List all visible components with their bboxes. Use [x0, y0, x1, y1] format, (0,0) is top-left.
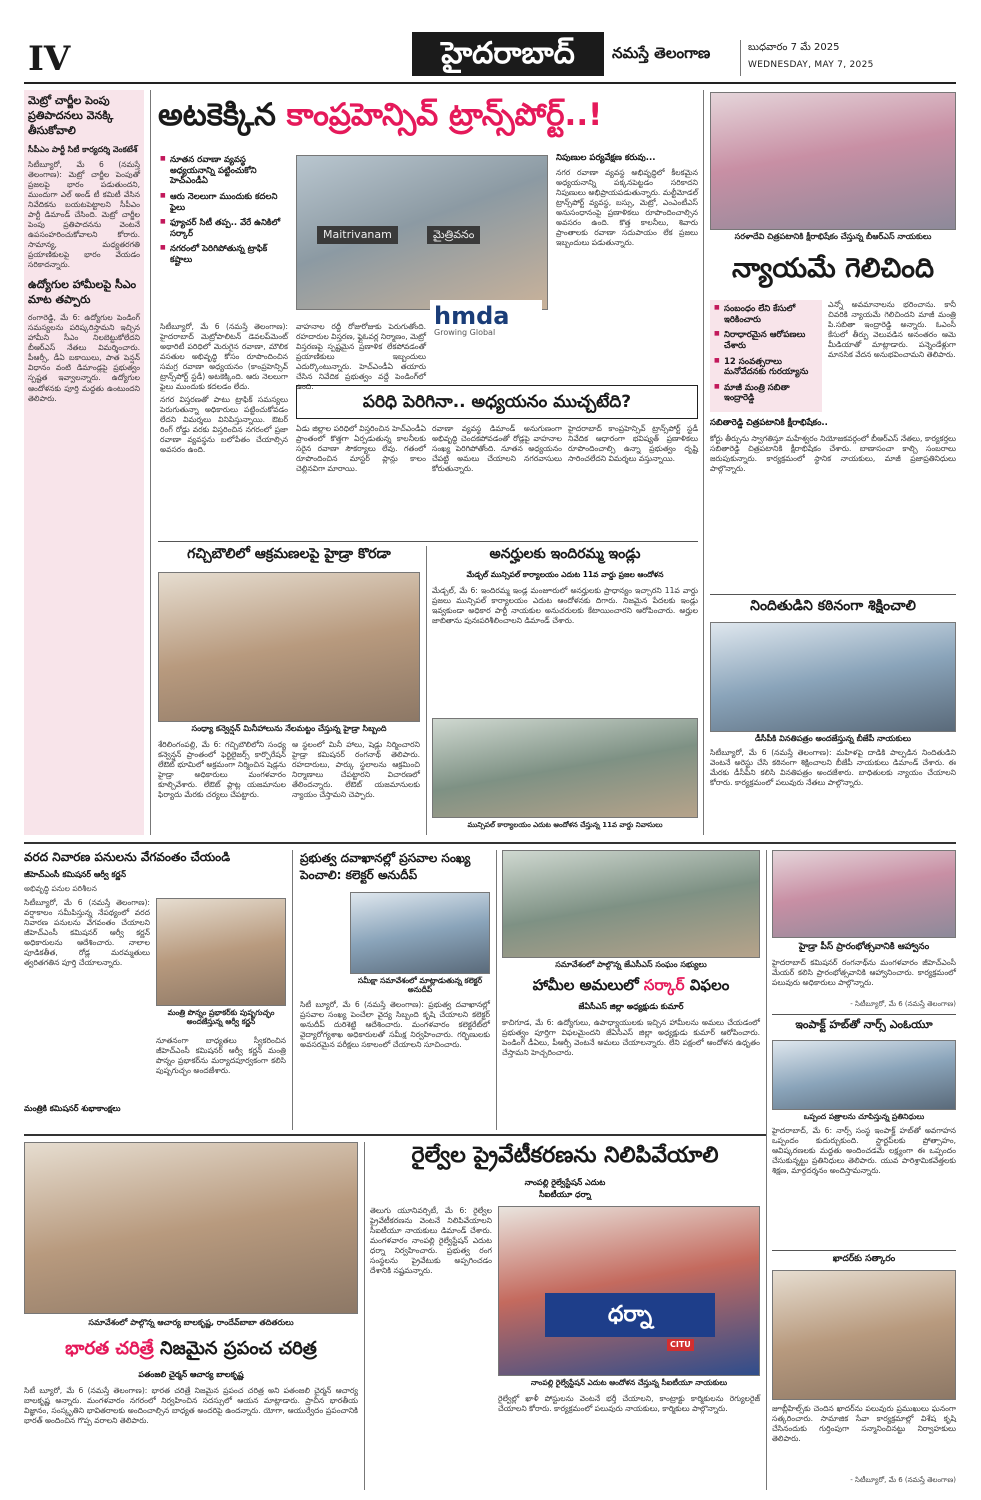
citu-tag: CITU — [667, 1339, 694, 1351]
sub-story-col2: రవాణా వ్యవస్థ డిమాండ్ అనుగుణంగా అభివృద్ధి చెందకపోవడంతో రోడ్లపై వాహనాల సంఖ్య పెరిగిపోతోంది. నూతన అధ్యయనం చేపట్టి అమలు చేయాలని నగరవాసులు కోరుతున్నారు. — [432, 424, 562, 474]
bharata-subheadline: పతంజలి చైర్మన్ ఆచార్య బాలకృష్ణ — [138, 1370, 244, 1379]
indiramma-subheadline: మేడ్చల్ మున్సిపల్ కార్యాలయం ఎదుట 11వ వార్డు ప్రజల ఆందోళన — [466, 570, 664, 579]
khadar-body: జూబ్లీహిల్స్‌కు చెందిన ఖాదర్‌ను పలువురు ప్రముఖులు ఘనంగా సత్కరించారు. సామాజిక సేవా కార్యక్రమాల్లో విశేష కృషి చేసినందుకు గుర్తింపుగా సన్మానించినట్టు నిర్వాహకులు తెలిపారు. — [772, 1404, 956, 1444]
masthead-divider — [740, 40, 741, 76]
indiramma-headline: అనర్హులకు ఇందిరమ్మ ఇండ్లు — [489, 546, 641, 562]
impact-hub-body: హైదరాబాద్, మే 6: నార్స్ సంస్థ ఇంపాక్ట్ హబ్‌తో అవగాహన ఒప్పందం కుదుర్చుకుంది. స్టార్టప్‌లకు ప్రోత్సాహం, ఆవిష్కరణలకు మద్దతు అందించడమే లక్ష్యంగా ఈ ఒప్పందం చేసుకున్నట్టు ప్రతినిధులు తెలిపారు. యువ పారిశ్రామికవేత్తలకు శిక్షణ, మార్గదర్శనం అందిస్తామన్నారు. — [772, 1126, 956, 1176]
right-bullet-1: ■ సంబంధం లేని కేసులో ఇరికించారు — [714, 304, 818, 325]
sub-story-col3: హైదరాబాద్ కాంప్రహెన్సివ్ ట్రాన్స్‌పోర్ట్ స్టడీ నివేదిక ఆధారంగా భవిష్యత్ ప్రణాళికలు రూపొందించాల్సి ఉన్నా ప్రభుత్వం దృష్టి సారించలేదని విమర్శలు వస్తున్నాయి. — [568, 424, 698, 464]
date-english: WEDNESDAY, MAY 7, 2025 — [748, 60, 874, 70]
top-story-headline-black: అటకెక్కిన — [158, 97, 287, 133]
hmda-logo — [430, 300, 542, 356]
bharata-headline-red: భారత చరిత్రే — [65, 1338, 154, 1359]
impact-hub-headline: ఇంపాక్ట్ హబ్‌తో నార్స్ ఎంఓయూ — [795, 1018, 933, 1031]
bharata-body: సిటీ బ్యూరో, మే 6 (నమస్తే తెలంగాణ): భారత చరిత్రే నిజమైన ప్రపంచ చరిత్ర అని పతంజలి చైర్మన్ ఆచార్య బాలకృష్ణ అన్నారు. మంగళవారం నగరంలో నిర్వహించిన సదస్సులో ఆయన మాట్లాడారు. ప్రాచీన భారతీయ విజ్ఞానం, సంస్కృతిని భావితరాలకు అందించాల్సిన బాధ్యత అందరిపై ఉందన్నారు. యోగా, ఆయుర్వేదం ప్రపంచానికి భారత్ అందించిన గొప్ప వరాలని తెలిపారు. — [24, 1386, 358, 1426]
jac-body: కాచిగూడ, మే 6: ఉద్యోగులు, ఉపాధ్యాయులకు ఇచ్చిన హామీలను అమలు చేయడంలో ప్రభుత్వం పూర్తిగా విఫలమైందని జేఏసీఎస్ జిల్లా అధ్యక్షుడు కుమార్ ఆరోపించారు. పెండింగ్ డీఏలు, పీఆర్సీ వెంటనే అమలు చేయాలన్నారు. లేని పక్షంలో ఆందోళన ఉధృతం చేస్తామని హెచ్చరించారు. — [502, 1018, 760, 1058]
jac-headline-black: హామీల అమలులో — [532, 976, 644, 994]
indiramma-protest-photo — [432, 718, 698, 818]
jac-caption: సమావేశంలో పాల్గొన్న జేఎసీఎస్ సంఘం సభ్యులు — [555, 960, 707, 969]
photo-sign-right: మైత్రివనం — [427, 226, 480, 244]
hydra-caption: సంధ్యా కన్వెన్షన్ మినీహాలును నేలమట్టం చేస్తున్న హైడ్రా సిబ్బంది — [191, 724, 387, 733]
railway-body-1: తెలుగు యూనివర్సిటీ, మే 6: రైల్వేల ప్రైవేటీకరణను వెంటనే నిలిపివేయాలని సీఐటీయూ నాయకులు డిమాండ్ చేశారు. మంగళవారం నాంపల్లి రైల్వేస్టేషన్ ఎదుట ధర్నా నిర్వహించారు. ప్రభుత్వ రంగ సంస్థలను ప్రైవేటుకు అప్పగించడం దేశానికి నష్టమన్నారు. — [370, 1206, 492, 1276]
left-subheadline: సీపీఎం పార్టీ సిటీ కార్యదర్శి వెంకటేశ్ — [28, 144, 138, 154]
right-top-body: ఎన్నో అవమానాలను భరించాను. కానీ చివరికి న్యాయమే గెలిచిందని మాజీ మంత్రి పి.సబితా ఇంద్రారెడ్డి అన్నారు. ఓఎంసీ కేసులో తీర్పు వెలువడిన అనంతరం ఆమె మీడియాతో మాట్లాడారు. పన్నెండేళ్లుగా మానసిక వేదన అనుభవించామని తెలిపారు. — [828, 300, 956, 360]
section-rule — [772, 1250, 956, 1251]
right-top-bullets — [710, 300, 822, 412]
indiramma-body: మేడ్చల్, మే 6: ఇందిరమ్మ ఇండ్ల మంజూరులో అనర్హులకు ప్రాధాన్యం ఇచ్చారని 11వ వార్డు ప్రజలు మున్సిపల్ కార్యాలయం ఎదుట ఆందోళనకు దిగారు. నిజమైన పేదలకు ఇండ్లు ఇవ్వకుండా అధికార పార్టీ నాయకుల అనుచరులకు కేటాయించారని ఆరోపించారు. అర్హుల జాబితాను పునఃపరిశీలించాలని డిమాండ్ చేశారు. — [432, 586, 698, 626]
railway-subheadline-2: సీఐటీయూ ధర్నా — [538, 1190, 592, 1199]
jac-headline-end: విఫలం — [684, 976, 730, 994]
hospital-photo — [350, 892, 490, 974]
column-divider — [150, 90, 151, 835]
bharata-caption: సమావేశంలో పాల్గొన్న ఆచార్య బాలకృష్ణ, రాందేవ్‌బాబా తదితరులు — [88, 1318, 294, 1327]
section-rule — [24, 1134, 766, 1136]
hospital-body: సిటీ బ్యూరో, మే 6 (నమస్తే తెలంగాణ): ప్రభుత్వ దవాఖానల్లో ప్రసవాల సంఖ్య పెంచేలా వైద్య సిబ్బంది కృషి చేయాలని కలెక్టర్ అనుదీప్ దురిశెట్టి ఆదేశించారు. మంగళవారం కలెక్టరేట్‌లో వైద్యారోగ్యశాఖ అధికారులతో సమీక్ష నిర్వహించారు. గర్భిణులకు అవసరమైన పరీక్షలు సకాలంలో చేయాలని సూచించారు. — [300, 1000, 490, 1050]
page-number: IV — [28, 39, 71, 79]
flood-subheadline-2: అభివృద్ధి పనుల పరిశీలన — [24, 884, 97, 893]
nindituni-caption: డీసీపీకి వినతిపత్రం అందజేస్తున్న బీజేపీ నాయకులు — [754, 734, 912, 743]
top-story-col1 — [160, 322, 288, 530]
nindituni-headline: నిందితుడిని కఠినంగా శిక్షించాలి — [750, 598, 916, 614]
hydra-body-2: ఆ స్థలంలో మినీ హాలు, షెడ్లు నిర్మించారని హైడ్రా కమిషనర్ రంగనాథ్ తెలిపారు. రహదారులు, పార్కు స్థలాలను ఆక్రమించి నిర్మాణాలు చేపట్టారని విచారణలో తేలిందన్నారు. లేఔట్ యజమానులకు న్యాయం చేస్తామని చెప్పారు. — [292, 740, 420, 800]
jac-subheadline: జేఏసీఎస్ జిల్లా అధ్యక్షుడు కుమార్ — [578, 1002, 684, 1011]
flood-headline: వరద నివారణ పనులను వేగవంతం చేయండి — [24, 850, 231, 864]
section-rule — [772, 1014, 956, 1015]
railway-caption: నాంపల్లి రైల్వేస్టేషన్ ఎదుట ఆందోళన చేస్తున్న సీఐటీయూ నాయకులు — [530, 1378, 728, 1387]
right-bullet-3: ■ 12 సంవత్సరాలు మనోవేదనకు గురయ్యాను — [714, 357, 818, 378]
left-column — [24, 90, 144, 835]
right-top-subhead: సబితారెడ్డి చిత్రపటానికి క్షీరాభిషేకం.. — [710, 418, 828, 428]
top-story-bullets — [160, 155, 290, 325]
masthead-rule — [24, 82, 956, 84]
left-headline: మెట్రో చార్జీల పెంపు ప్రతిపాదనలు వెనక్కి తీసుకోవాలి — [28, 94, 114, 137]
section-rule — [710, 594, 956, 595]
hydra-demolition-photo — [158, 572, 420, 722]
flood-caption: మంత్రి పొన్నం ప్రభాకర్‌కు పుష్పగుచ్ఛం అందజేస్తున్న ఆర్వీ కర్ణన్ — [167, 1008, 275, 1027]
railway-subheadline-1: నాంపల్లి రైల్వేస్టేషన్ ఎదుట — [524, 1178, 606, 1187]
top-story-col3 — [556, 153, 698, 378]
railway-headline: రైల్వేల ప్రైవేటీకరణను నిలిపివేయాలి — [411, 1143, 719, 1168]
top-bullet-1: ■ నూతన రవాణా వ్యవస్థ అధ్యయనాన్ని పట్టించుకోని హెచ్ఎండీఏ — [160, 155, 290, 187]
hydra-peace-body: హైదరాబాద్ కమిషనర్ రంగనాథ్‌ను మంగళవారం జీహెచ్ఎంసీ మేయర్ కలిసి ప్రారంభోత్సవానికి ఆహ్వానించారు. కార్యక్రమంలో పలువురు అధికారులు పాల్గొన్నారు. — [772, 958, 956, 988]
sabitha-photo-caption: సరళాదేవి చిత్రపటానికి క్షీరాభిషేకం చేస్తున్న బీఆర్‌ఎస్ నాయకులు — [734, 232, 932, 241]
impact-hub-photo — [772, 1040, 956, 1110]
top-story-headline-red: కాంప్రహెన్సివ్ ట్రాన్స్‌పోర్ట్..! — [286, 97, 603, 133]
sub-story-col1: ఏడు జిల్లాల పరిధిలో విస్తరించిన హెచ్ఎండీఏ ప్రాంతంలో కొత్తగా ఏర్పడుతున్న కాలనీలకు సరైన రవాణా సౌకర్యాలు లేవు. గతంలో రూపొందించిన మాస్టర్ ప్లాన్లు కాలం చెల్లినవిగా మారాయి. — [296, 424, 426, 474]
column-divider — [426, 546, 427, 835]
nindituni-body: సిటీబ్యూరో, మే 6 (నమస్తే తెలంగాణ): మహిళపై దాడికి పాల్పడిన నిందితుడిని వెంటనే అరెస్టు చేసి కఠినంగా శిక్షించాలని బీజేపీ నాయకులు డిమాండ్ చేశారు. ఈ మేరకు డీసీపీని కలిసి వినతిపత్రం అందజేశారు. బాధితులకు న్యాయం చేయాలని కోరారు. కార్యక్రమంలో పలువురు నేతలు పాల్గొన్నారు. — [710, 748, 956, 788]
khadar-dateline: - సిటీబ్యూరో, మే 6 (నమస్తే తెలంగాణ) — [850, 1476, 956, 1484]
nindituni-photo — [710, 622, 956, 732]
hmda-logo-text: hmda — [434, 302, 510, 330]
hydra-peace-headline: హైడ్రా పీస్ ప్రారంభోత్సవానికి ఆహ్వానం — [798, 942, 930, 952]
masthead-title: హైదరాబాద్ — [412, 32, 604, 76]
hydra-headline: గచ్చిబౌలిలో ఆక్రమణలపై హైడ్రా కొరడా — [187, 546, 391, 562]
bharata-headline-black: నిజమైన ప్రపంచ చరిత్ర — [153, 1338, 317, 1359]
hospital-headline: ప్రభుత్వ దవాఖానల్లో ప్రసవాల సంఖ్య పెంచాలి: కలెక్టర్ అనుదీప్ — [300, 851, 471, 882]
railway-protest-photo — [498, 1206, 760, 1376]
flood-photo — [156, 898, 286, 1006]
flood-body-2: నూతనంగా బాధ్యతలు స్వీకరించిన జీహెచ్ఎంసీ కమిషనర్ ఆర్వీ కర్ణన్ మంత్రి పొన్నం ప్రభాకర్‌ను మర్యాదపూర్వకంగా కలిసి పుష్పగుచ్ఛం అందజేశారు. — [156, 1036, 286, 1076]
flood-subhead: మంత్రికి కమిషనర్ శుభాకాంక్షలు — [24, 1104, 121, 1113]
flood-subheadline: జీహెచ్ఎంసీ కమిషనర్ ఆర్వీ కర్ణన్ — [24, 870, 126, 879]
left-body: సిటీబ్యూరో, మే 6 (నమస్తే తెలంగాణ): మెట్రో చార్జీల పెంపుతో ప్రజలపై భారం పడుతుందని, ముందుగా ఎల్ అండ్ టీ కమిటీ వేసిన నివేదికను బయటపెట్టాలని సీపీఎం పార్టీ డిమాండ్ చేసింది. మెట్రో చార్జీల పెంపు ప్రతిపాదనను వెంటనే ఉపసంహరించుకోవాలని కోరారు. సామాన్య, మధ్యతరగతి ప్రయాణికులపై భారం వేయడం సరికాదన్నారు. — [28, 159, 140, 269]
right-bullet-2: ■ నిరాధారమైన ఆరోపణలు చేశారు — [714, 330, 818, 351]
flood-body: సిటీబ్యూరో, మే 6 (నమస్తే తెలంగాణ): వర్షాకాలం సమీపిస్తున్న నేపథ్యంలో వరద నివారణ పనులను వేగవంతం చేయాలని జీహెచ్ఎంసీ కమిషనర్ ఆర్వీ కర్ణన్ అధికారులను ఆదేశించారు. నాలాల పూడికతీత, రోడ్ల మరమ్మతులు త్వరితగతిన పూర్తి చేయాలన్నారు. — [24, 898, 150, 968]
top-bullet-2: ■ ఆరు నెలలుగా ముందుకు కదలని ఫైలు — [160, 192, 290, 213]
top-story-headline — [158, 96, 698, 148]
dharna-banner: ధర్నా — [545, 1293, 715, 1337]
section-rule — [24, 842, 956, 844]
column-divider — [292, 850, 293, 1130]
indiramma-caption: మున్సిపల్ కార్యాలయం ఎదుట ఆందోళన చేస్తున్న 11వ వార్డు నివాసులు — [467, 821, 663, 829]
left-headline-2: ఉద్యోగుల హామీలపై సీఎం మాట తప్పారు — [28, 277, 137, 306]
column-divider — [364, 1142, 365, 1490]
sub-story-headline: పరిధి పెరిగినా.. అధ్యయనం ముచ్చటేది? — [296, 385, 698, 419]
top-bullet-4: ■ నగరంలో పెరిగిపోతున్న ట్రాఫిక్ కష్టాలు — [160, 244, 290, 265]
impact-hub-caption: ఒప్పంద పత్రాలను చూపిస్తున్న ప్రతినిధులు — [803, 1112, 925, 1121]
sabitha-celebration-photo — [710, 92, 956, 230]
column-divider — [766, 850, 767, 1490]
hospital-caption: సమీక్షా సమావేశంలో మాట్లాడుతున్న కలెక్టర్ అనుదీప్ — [357, 976, 483, 995]
top-story-col3-head: నిపుణుల పర్యవేక్షణ కరువు... — [556, 153, 656, 163]
right-top-headline: న్యాయమే గెలిచింది — [731, 253, 935, 284]
top-story-col3-text: నగర రవాణా వ్యవస్థ అభివృద్ధిలో కీలకమైన అధ్యయనాన్ని పక్కనపెట్టడం సరికాదని నిపుణులు అభిప్రాయపడుతున్నారు. మల్టీమోడల్ ట్రాన్స్‌పోర్ట్ వ్యవస్థ, బస్సు, మెట్రో, ఎంఎంటీఎస్ అనుసంధానంపై ప్రణాళికలు రూపొందించాల్సిన అవసరం ఉంది. కొత్త కాలనీలు, శివారు ప్రాంతాలకు రవాణా సదుపాయం లేక ప్రజలు ఇబ్బందులు పడుతున్నారు. — [556, 167, 698, 247]
right-bullet-4: ■ మాజీ మంత్రి సబితా ఇంద్రారెడ్డి — [714, 383, 818, 404]
jac-headline — [502, 976, 760, 1000]
top-story-col1-more: నగర విస్తరణతో పాటు ట్రాఫిక్ సమస్యలు పెరుగుతున్నా అధికారులు పట్టించుకోవడం లేదని విమర్శలు వినిపిస్తున్నాయి. ఔటర్ రింగ్ రోడ్డు వరకు విస్తరించిన నగరంలో ప్రజా రవాణా వ్యవస్థను బలోపేతం చేయాల్సిన అవసరం ఉంది. — [160, 395, 288, 455]
top-bullet-3: ■ ఫ్యూచర్ సిటీ తప్ప.. వేరే ఉనికిలో సర్కార్ — [160, 218, 290, 239]
hydra-peace-photo — [772, 850, 956, 938]
top-story-col1-lead: సిటీబ్యూరో, మే 6 (నమస్తే తెలంగాణ): హైదరాబాద్ మెట్రోపాలిటన్ డెవలప్‌మెంట్ అథారిటీ పరిధిలో మెరుగైన రవాణా, మౌలిక వసతుల అభివృద్ధి కోసం రూపొందించిన సమగ్ర రవాణా అధ్యయనం (కాంప్రహెన్సివ్ ట్రాన్స్‌పోర్ట్ స్టడీ) అటకెక్కింది. ఆరు నెలలుగా ఫైలు ముందుకు కదలడం లేదు. — [160, 322, 288, 392]
khadar-photo — [772, 1270, 956, 1400]
bharata-headline — [24, 1338, 358, 1366]
railway-body-2: రైల్వేల్లో ఖాళీ పోస్టులను వెంటనే భర్తీ చేయాలని, కాంట్రాక్టు కార్మికులను రెగ్యులరైజ్ చేయాలని కోరారు. కార్యక్రమంలో పలువురు నాయకులు, కార్మికులు పాల్గొన్నారు. — [498, 1394, 760, 1414]
hydra-body-1: శేరిలింగంపల్లి, మే 6: గచ్చిబౌలిలోని సంధ్య కన్వెన్షన్ ప్రాంతంలో ఫెర్టిలైజర్స్ కార్పొరేషన్ లేఔట్ భూమిలో అక్రమంగా నిర్మించిన షెడ్లను హైడ్రా అధికారులు మంగళవారం కూల్చివేశారు. లేఔట్ ప్లాట్ల యజమానుల ఫిర్యాదు మేరకు చర్యలు చేపట్టారు. — [158, 740, 286, 800]
date-telugu: బుధవారం 7 మే 2025 — [748, 42, 840, 53]
top-story-col2: వాహనాల రద్దీ రోజురోజుకు పెరుగుతోంది. రహదారుల విస్తరణ, ఫ్లైఓవర్ల నిర్మాణం, మెట్రో విస్తరణపై స్పష్టమైన ప్రణాళిక లేకపోవడంతో ప్రయాణికులు ఇబ్బందులు ఎదుర్కొంటున్నారు. హెచ్ఎండీఏ తయారు చేసిన నివేదిక ప్రభుత్వం వద్దే పెండింగ్‌లో ఉంది. — [296, 322, 427, 392]
section-rule — [158, 541, 698, 542]
jac-headline-red: సర్కార్ — [643, 976, 685, 994]
photo-sign-left: Maitrivanam — [317, 226, 398, 244]
right-top-body-2: కోర్టు తీర్పును స్వాగతిస్తూ మహేశ్వరం నియోజకవర్గంలో బీఆర్‌ఎస్ నేతలు, కార్యకర్తలు సబితారెడ్డి చిత్రపటానికి క్షీరాభిషేకం చేశారు. బాణాసంచా కాల్చి సంబరాలు జరుపుకున్నారు. కార్యక్రమంలో స్థానిక నాయకులు, మాజీ ప్రజాప్రతినిధులు పాల్గొన్నారు. — [710, 434, 956, 474]
column-divider — [496, 850, 497, 1130]
hydra-peace-dateline: - సిటీబ్యూరో, మే 6 (నమస్తే తెలంగాణ) — [850, 1000, 956, 1008]
left-body-2: రంగారెడ్డి, మే 6: ఉద్యోగుల పెండింగ్ సమస్యలను పరిష్కరిస్తామని ఇచ్చిన హామీని సీఎం నిలబెట్టుకోలేదని బీఆర్‌ఎస్ నేతలు విమర్శించారు. పీఆర్సీ, డీఏ బకాయిలు, పాత పెన్షన్ విధానం వంటి డిమాండ్లపై ప్రభుత్వం స్పష్టత ఇవ్వాలన్నారు. ఉద్యోగుల ఆందోళనకు పూర్తి మద్దతు ఉంటుందని తెలిపారు. — [28, 313, 140, 403]
top-story-photo — [296, 155, 548, 310]
jac-meeting-photo — [502, 850, 760, 958]
column-divider — [703, 90, 704, 835]
bharata-conference-photo — [24, 1142, 358, 1314]
paper-name: నమస్తే తెలంగాణ — [612, 44, 711, 62]
khadar-headline: ఖాదర్‌కు సత్కారం — [832, 1254, 896, 1264]
hmda-logo-tagline: Growing Global — [434, 328, 496, 337]
